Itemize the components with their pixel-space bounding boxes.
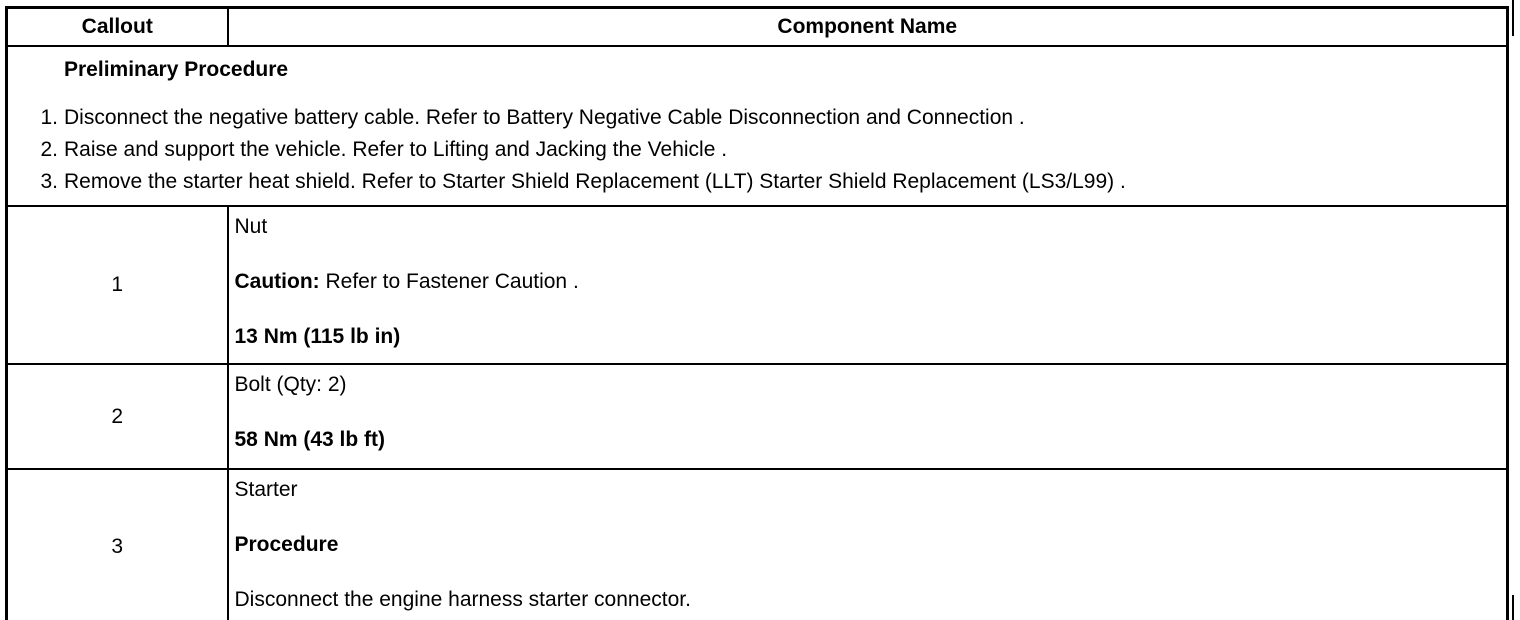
table-header-row — [7, 8, 1508, 47]
callout-number: 3 — [7, 469, 228, 620]
callout-number: 1 — [7, 206, 228, 364]
preliminary-procedure-row — [7, 46, 1508, 206]
table-row — [7, 469, 1508, 620]
page-edge-line — [1512, 0, 1514, 36]
step-number: 3. — [40, 170, 58, 193]
torque-spec: 13 Nm (115 lb in) — [234, 325, 401, 348]
component-name: Bolt (Qty: 2) — [234, 373, 347, 396]
step-text: Raise and support the vehicle. Refer to Lifting and Jacking the Vehicle . — [64, 138, 728, 161]
torque-spec: 58 Nm (43 lb ft) — [234, 428, 386, 451]
preliminary-step — [8, 134, 1506, 166]
step-text: Disconnect the negative battery cable. Refer to Battery Negative Cable Disconnection and Connection . — [64, 106, 1025, 129]
procedure-text: Disconnect the engine harness starter connector. — [234, 588, 691, 611]
preliminary-procedure-cell — [7, 46, 1508, 206]
page-edge-line — [1512, 595, 1514, 620]
component-cell — [228, 364, 1508, 469]
preliminary-step — [8, 102, 1506, 134]
caution-label: Caution: — [234, 270, 320, 293]
preliminary-step — [8, 166, 1506, 198]
caution-text: Refer to Fastener Caution . — [319, 270, 579, 293]
callout-column-header: Callout — [7, 8, 228, 47]
component-cell — [228, 469, 1508, 620]
step-text: Remove the starter heat shield. Refer to Starter Shield Replacement (LLT) Starter Shield Replacement (LS3/L99) . — [64, 170, 1126, 193]
step-number: 1. — [40, 106, 58, 129]
callout-number: 2 — [7, 364, 228, 469]
preliminary-procedure-title: Preliminary Procedure — [64, 58, 289, 81]
table-row — [7, 206, 1508, 364]
caution-note — [235, 270, 1507, 294]
callout-table — [5, 6, 1509, 620]
component-name: Starter — [234, 478, 298, 501]
table-row — [7, 364, 1508, 469]
preliminary-steps-list — [8, 102, 1506, 198]
step-number: 2. — [40, 138, 58, 161]
component-name-column-header: Component Name — [228, 8, 1508, 47]
component-cell — [228, 206, 1508, 364]
component-name: Nut — [234, 215, 268, 238]
procedure-label: Procedure — [234, 533, 339, 556]
